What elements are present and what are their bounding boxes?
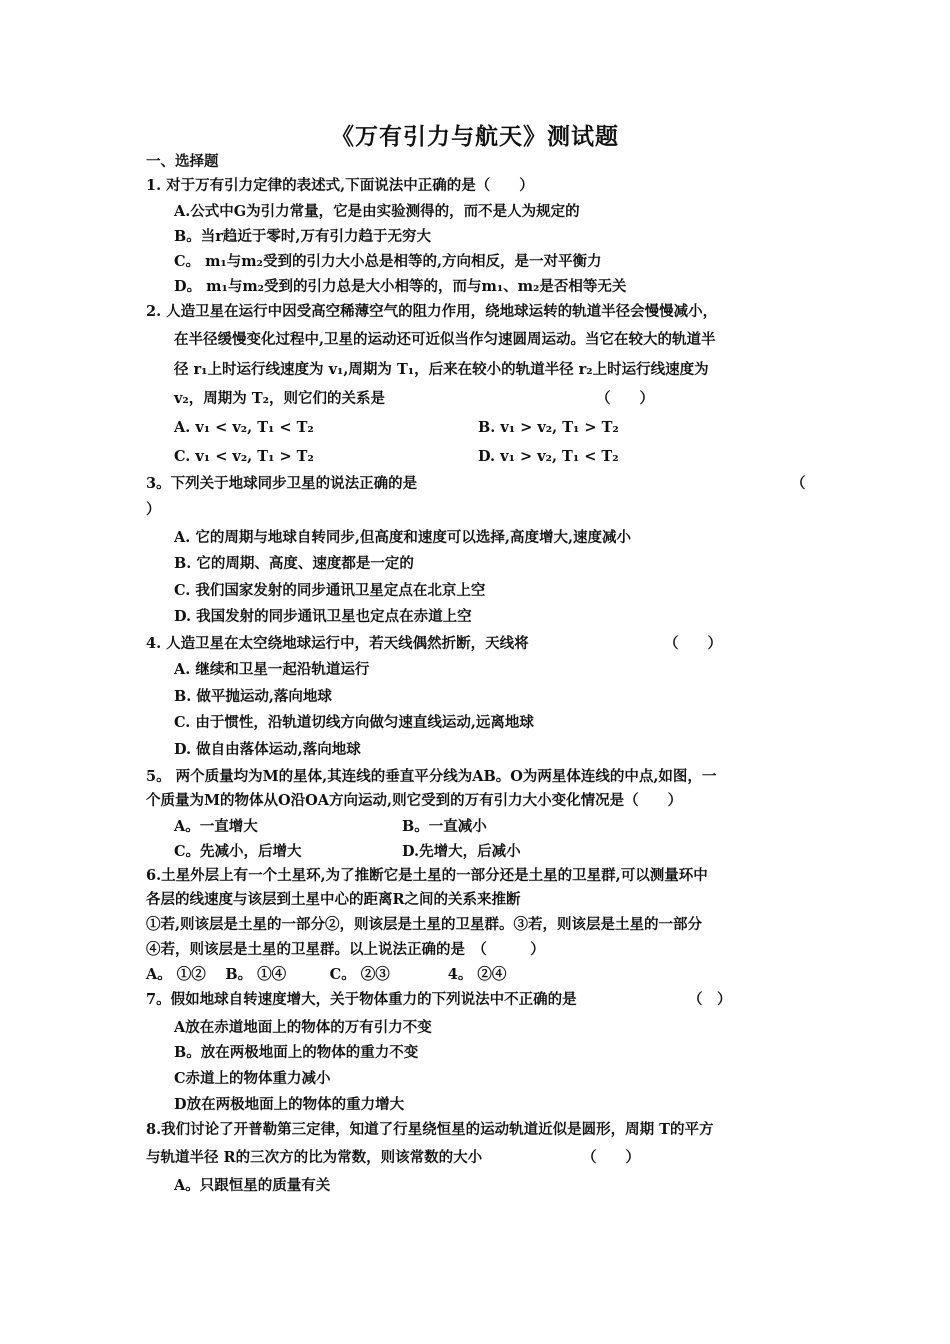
question-3-option-c: C. 我们国家发射的同步通讯卫星定点在北京上空	[174, 582, 486, 599]
question-5-option-a: A。一直增大	[174, 818, 258, 835]
question-2-stem-line-3: 径 r₁上时运行线速度为 v₁,周期为 T₁，后来在较小的轨道半径 r₂上时运行线速度为	[174, 361, 709, 378]
question-4-option-d: D. 做自由落体运动,落向地球	[174, 741, 361, 758]
question-1-option-a: A.公式中G为引力常量，它是由实验测得的，而不是人为规定的	[174, 203, 580, 220]
question-4-option-a: A. 继续和卫星一起沿轨道运行	[174, 661, 370, 678]
question-8-option-a: A。只跟恒星的质量有关	[174, 1177, 331, 1194]
question-7-answer-blank: （ ）	[688, 991, 732, 1008]
question-6-stem-line-2: 各层的线速度与该层到土星中心的距离R之间的关系来推断	[146, 891, 521, 908]
question-6-stem-line-1: 6.土星外层上有一个土星环,为了推断它是土星的一部分还是土星的卫星群,可以测量环中	[146, 867, 708, 884]
question-5-stem-line-1: 5。 两个质量均为M的星体,其连线的垂直平分线为AB。O为两星体连线的中点,如图，一	[146, 768, 717, 785]
question-8-stem-line-1: 8.我们讨论了开普勒第三定律，知道了行星绕恒星的运动轨道近似是圆形，周期 T的平方	[146, 1121, 714, 1138]
question-2-answer-blank: （ ）	[596, 390, 654, 407]
question-2-stem-line-1: 2. 人造卫星在运行中因受高空稀薄空气的阻力作用，绕地球运转的轨道半径会慢慢减小，	[146, 303, 718, 320]
question-2-option-c: C. v₁ < v₂, T₁ > T₂	[174, 448, 314, 465]
question-3-option-b: B. 它的周期、高度、速度都是一定的	[174, 555, 414, 572]
question-5-stem-line-2: 个质量为M的物体从O沿OA方向运动,则它受到的万有引力大小变化情况是（ ）	[146, 792, 683, 809]
question-4-option-b: B. 做平抛运动,落向地球	[174, 688, 332, 705]
question-7-option-b: B。放在两极地面上的物体的重力不变	[174, 1044, 419, 1061]
question-2-stem-line-4: v₂，周期为 T₂，则它们的关系是	[174, 390, 385, 407]
question-7-option-a: A放在赤道地面上的物体的万有引力不变	[174, 1019, 432, 1036]
question-7-stem: 7。假如地球自转速度增大，关于物体重力的下列说法中不正确的是	[146, 991, 577, 1008]
question-7-option-d: D放在两极地面上的物体的重力增大	[174, 1096, 405, 1113]
question-3-blank-close: ）	[146, 501, 161, 518]
question-8-answer-blank: （ ）	[582, 1149, 640, 1166]
question-6-statements-line-2: ④若，则该层是土星的卫星群。以上说法正确的是 （ ）	[146, 941, 545, 958]
question-1-option-d: D。 m₁与m₂受到的引力总是大小相等的，而与m₁、m₂是否相等无关	[174, 278, 627, 295]
question-5-option-b: B。一直减小	[402, 818, 487, 835]
question-2-option-d: D. v₁ > v₂, T₁ < T₂	[478, 448, 619, 465]
question-2-stem-line-2: 在半径缓慢变化过程中,卫星的运动还可近似当作匀速圆周运动。当它在较大的轨道半	[174, 331, 716, 348]
question-2-option-a: A. v₁ < v₂, T₁ < T₂	[174, 419, 314, 436]
question-2-option-b: B. v₁ > v₂, T₁ > T₂	[478, 419, 619, 436]
question-1-option-c: C。 m₁与m₂受到的引力大小总是相等的,方向相反，是一对平衡力	[174, 253, 602, 270]
question-5-option-d: D.先增大，后减小	[402, 843, 521, 860]
question-5-option-c: C。先减小，后增大	[174, 843, 302, 860]
question-4-answer-blank: （ ）	[664, 635, 722, 652]
question-1-option-b: B。当r趋近于零时,万有引力趋于无穷大	[174, 228, 431, 245]
question-3-stem: 3。下列关于地球同步卫星的说法正确的是	[146, 475, 418, 492]
question-3-blank-open: （	[791, 475, 806, 492]
section-heading: 一、选择题	[146, 153, 219, 170]
question-8-stem-line-2: 与轨道半径 R的三次方的比为常数，则该常数的大小	[146, 1149, 483, 1166]
question-6-options: A。 ①② B。 ①④ C。 ②③ 4。 ②④	[146, 966, 507, 983]
page-title: 《万有引力与航天》测试题	[331, 123, 619, 150]
question-4-option-c: C. 由于惯性，沿轨道切线方向做匀速直线运动,远离地球	[174, 714, 534, 731]
question-7-option-c: C赤道上的物体重力减小	[174, 1070, 331, 1087]
question-3-option-a: A. 它的周期与地球自转同步,但高度和速度可以选择,高度增大,速度减小	[174, 529, 631, 546]
question-6-statements-line-1: ①若,则该层是土星的一部分②，则该层是土星的卫星群。③若，则该层是土星的一部分	[146, 916, 703, 933]
question-3-option-d: D. 我国发射的同步通讯卫星也定点在赤道上空	[174, 608, 472, 625]
question-4-stem: 4. 人造卫星在太空绕地球运行中，若天线偶然折断，天线将	[146, 635, 529, 652]
question-1-stem: 1. 对于万有引力定律的表述式,下面说法中正确的是（ ）	[146, 177, 534, 194]
